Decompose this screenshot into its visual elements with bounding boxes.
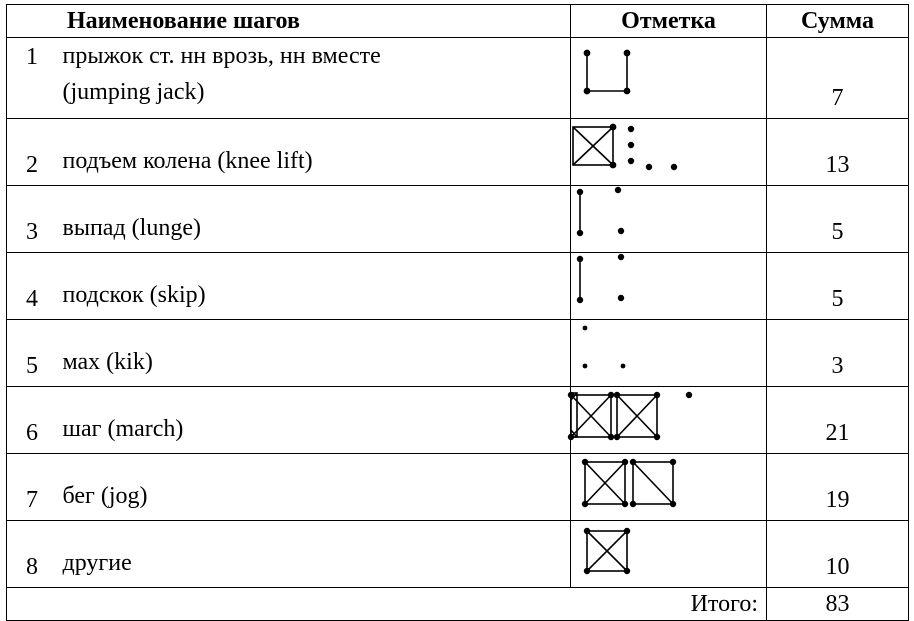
- row-number: 3: [7, 186, 63, 253]
- tally-mark: [571, 320, 767, 387]
- header-sum: Сумма: [767, 5, 909, 38]
- table-row: [7, 454, 909, 521]
- row-number: 4: [7, 253, 63, 320]
- tally-mark: [571, 119, 767, 186]
- steps-table: [6, 4, 909, 621]
- total-row: [7, 588, 909, 621]
- table-row: [7, 387, 909, 454]
- row-name: подскок (skip): [63, 253, 571, 320]
- tally-figure: [571, 521, 767, 581]
- row-name: другие: [63, 521, 571, 588]
- row-name: подъем колена (knee lift): [63, 119, 571, 186]
- row-sum: 5: [767, 253, 909, 320]
- tally-figure: [571, 186, 767, 246]
- tally-figure: [571, 454, 767, 514]
- row-sum: 21: [767, 387, 909, 454]
- table-row: [7, 38, 909, 119]
- table-row: [7, 119, 909, 186]
- table-row: [7, 186, 909, 253]
- row-sum: 7: [767, 38, 909, 119]
- table-row: [7, 253, 909, 320]
- tally-mark: [571, 186, 767, 253]
- tally-mark: [571, 38, 767, 119]
- row-name: мах (kik): [63, 320, 571, 387]
- row-sum: 10: [767, 521, 909, 588]
- total-label: Итого:: [7, 588, 767, 621]
- header-name: Наименование шагов: [7, 5, 571, 38]
- row-number: 1: [7, 38, 63, 119]
- row-number: 6: [7, 387, 63, 454]
- row-name: бег (jog): [63, 454, 571, 521]
- tally-mark: [571, 387, 767, 454]
- table-row: [7, 521, 909, 588]
- row-number: 7: [7, 454, 63, 521]
- row-name: [63, 38, 571, 119]
- row-name: выпад (lunge): [63, 186, 571, 253]
- tally-mark: [571, 253, 767, 320]
- tally-figure-boxes: [541, 387, 737, 447]
- tally-figure: [571, 119, 767, 181]
- tally-figure: [571, 253, 767, 313]
- row-number: 2: [7, 119, 63, 186]
- tally-figure: [571, 320, 767, 380]
- row-number: 5: [7, 320, 63, 387]
- row-number: 8: [7, 521, 63, 588]
- table-row: [7, 320, 909, 387]
- row-sum: 3: [767, 320, 909, 387]
- row-name-line1: прыжок ст. нн врозь, нн вместе: [62, 43, 381, 69]
- header-row: [7, 5, 909, 38]
- tally-mark: [571, 521, 767, 588]
- header-mark: Отметка: [571, 5, 767, 38]
- row-sum: 19: [767, 454, 909, 521]
- total-value: 83: [767, 588, 909, 621]
- row-sum: 5: [767, 186, 909, 253]
- row-name-line2: (jumping jack): [62, 79, 205, 105]
- row-name: шаг (march): [63, 387, 571, 454]
- tally-mark: [571, 454, 767, 521]
- tally-figure: [571, 38, 767, 114]
- row-sum: 13: [767, 119, 909, 186]
